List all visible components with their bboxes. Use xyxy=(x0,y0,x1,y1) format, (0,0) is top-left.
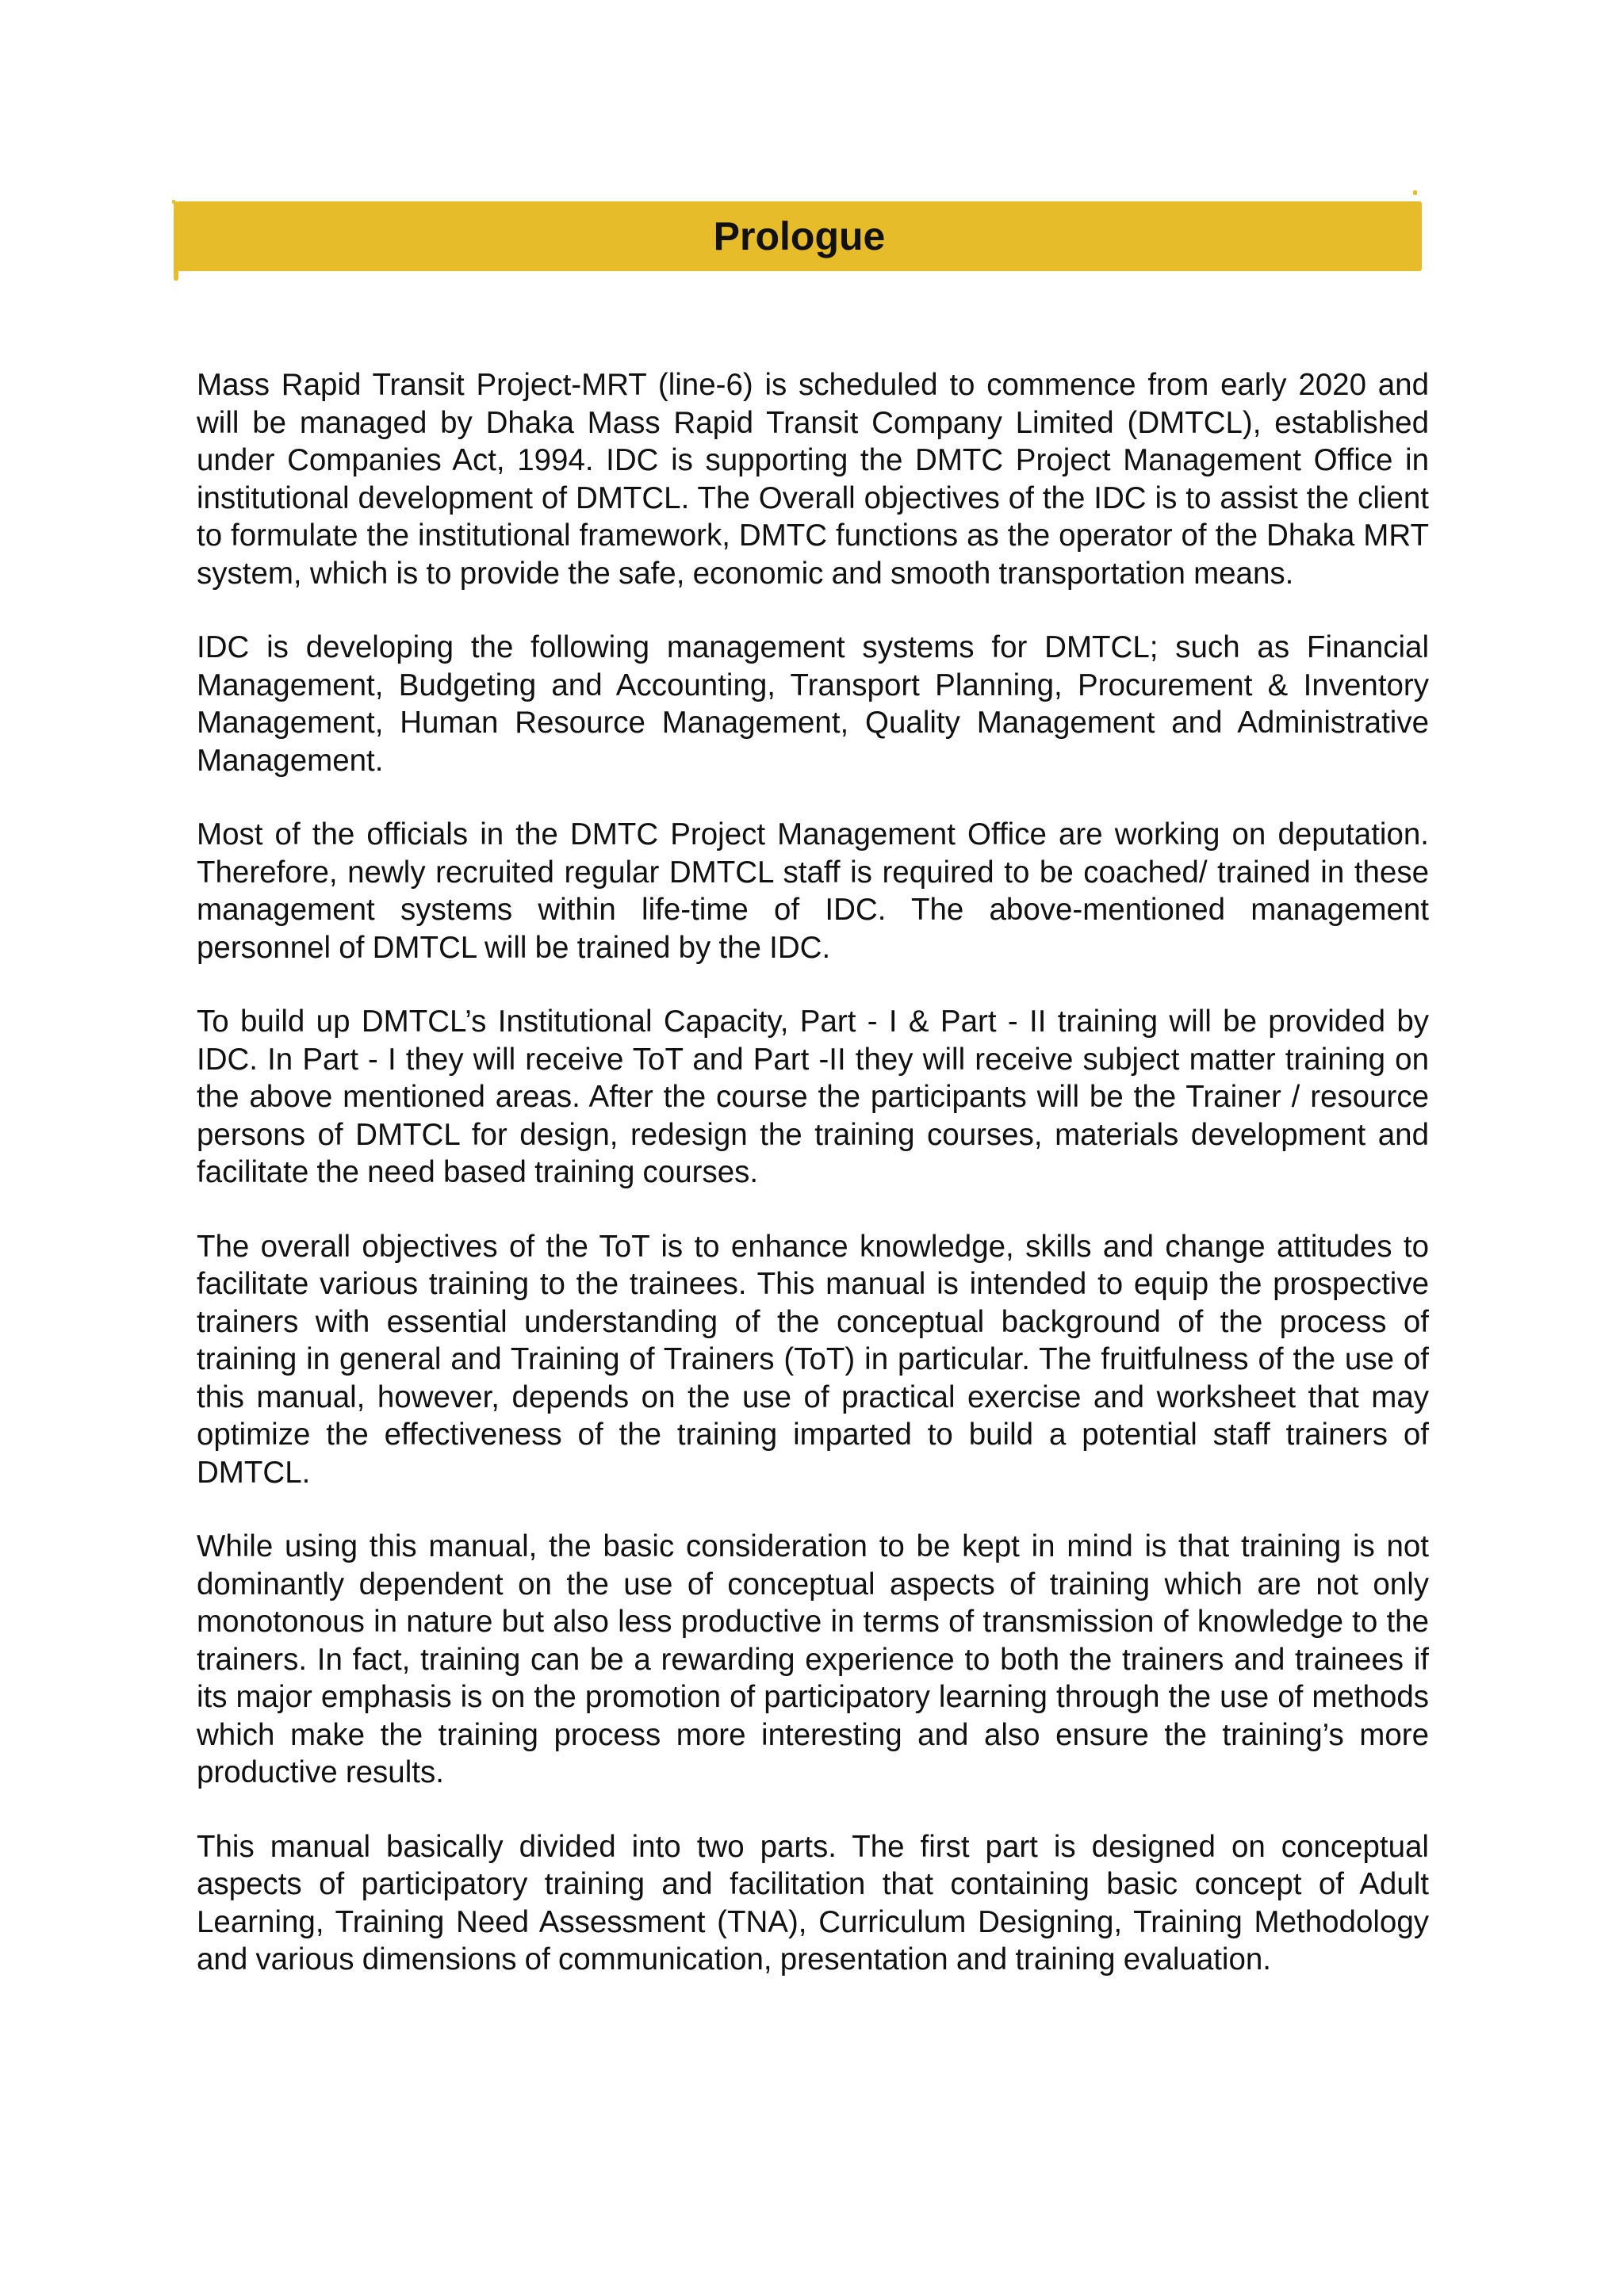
paragraph-consideration: While using this manual, the basic consideration to be kept in mind is that training is not dominantly dependent on the use of conceptual aspects of training which are not only monotonous in nature but also less productive in terms of transmission of knowledge to the trainers. In fact, training can be a rewarding experience to both the trainers and trainees if its major emphasis is on the promotion of participatory learning through the use of methods which make the training process more interesting and also ensure the training’s more productive results. xyxy=(197,1529,1429,1789)
body-text xyxy=(197,366,1429,2015)
paragraph-officials: Most of the officials in the DMTC Project Management Office are working on deputation. Therefore, newly recruited regular DMTCL staff is required to be coached/ trained in these management systems within life-time of IDC. The above-mentioned management personnel of DMTCL will be trained by the IDC. xyxy=(197,817,1429,965)
page-title: Prologue xyxy=(713,214,886,258)
paragraph-capacity: To build up DMTCL’s Institutional Capacity, Part - I & Part - II training will be provided by IDC. In Part - I they will receive ToT and Part -II they will receive subject matter training on the above mentioned areas. After the course the participants will be the Trainer / resource persons of DMTCL for design, redesign the training courses, materials development and facilitate the need based training courses. xyxy=(197,1004,1429,1189)
paragraph-objectives: The overall objectives of the ToT is to enhance knowledge, skills and change attitudes to facilitate various training to the trainees. This manual is intended to equip the prospective trainers with essential understanding of the conceptual background of the process of training in general and Training of Trainers (ToT) in particular. The fruitfulness of the use of this manual, however, depends on the use of practical exercise and worksheet that may optimize the effectiveness of the training imparted to build a potential staff trainers of DMTCL. xyxy=(197,1229,1429,1490)
paragraph-manual-parts: This manual basically divided into two parts. The first part is designed on conceptual aspects of participatory training and facilitation that containing basic concept of Adult Learning, Training Need Assessment (TNA), Curriculum Designing, Training Methodology and various dimensions of communication, presentation and training evaluation. xyxy=(197,1829,1429,1976)
paragraph-management-systems: IDC is developing the following management systems for DMTCL; such as Financial Management, Budgeting and Accounting, Transport Planning, Procurement & Inventory Management, Human Resource Management, Quality Management and Administrative Management. xyxy=(197,630,1429,778)
paragraph-intro: Mass Rapid Transit Project-MRT (line-6) is scheduled to commence from early 2020 and will be managed by Dhaka Mass Rapid Transit Company Limited (DMTCL), established under Companies Act, 1994. IDC is supporting the DMTC Project Management Office in institutional development of DMTCL. The Overall objectives of the IDC is to assist the client to formulate the institutional framework, DMTC functions as the operator of the Dhaka MRT system, which is to provide the safe, economic and smooth transportation means. xyxy=(197,368,1429,591)
banner-corner-mark-right xyxy=(1413,190,1417,195)
